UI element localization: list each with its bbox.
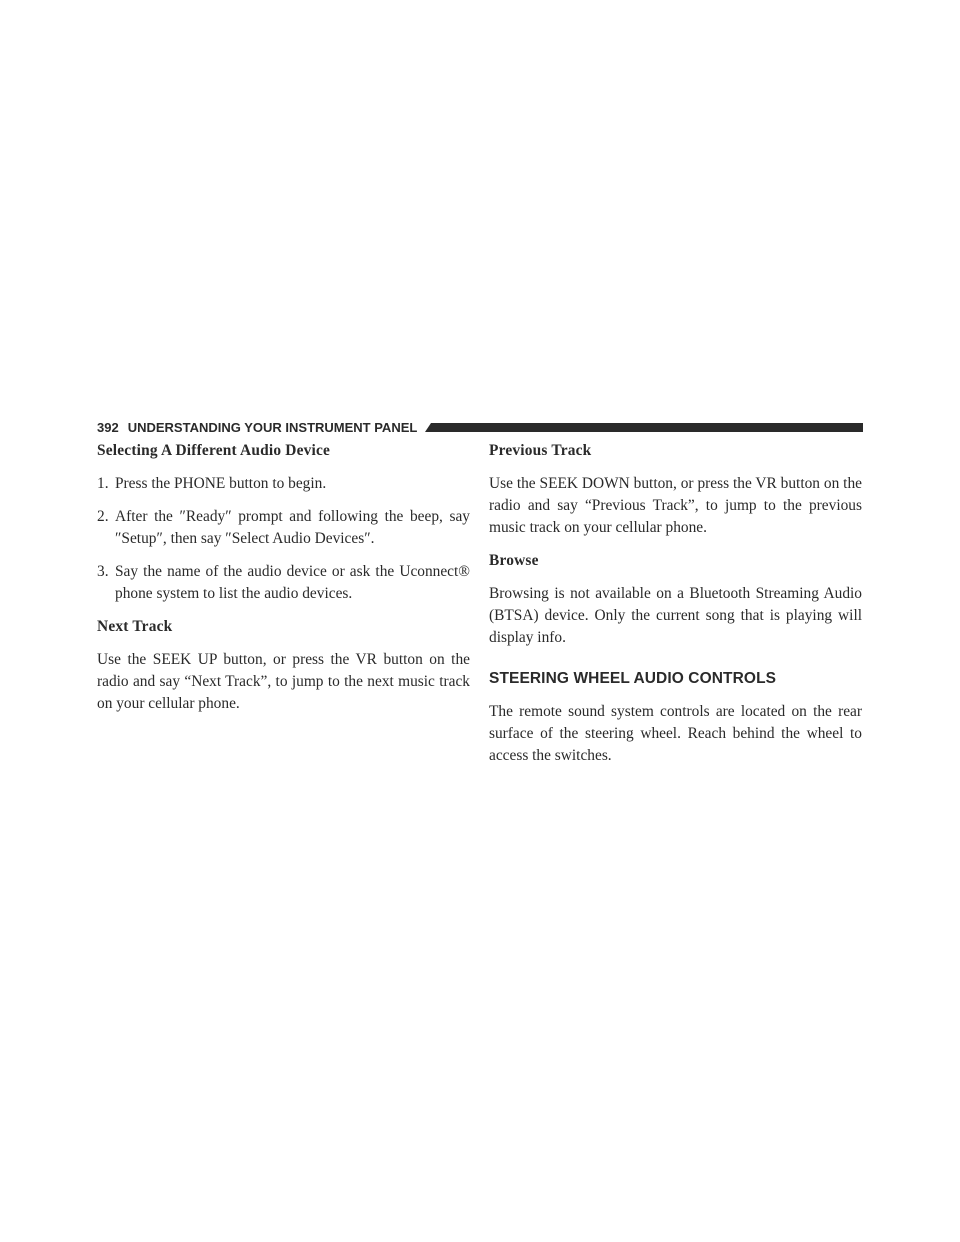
list-item [97, 561, 470, 605]
page-header [97, 417, 863, 437]
right-column [489, 440, 862, 778]
header-rule [425, 423, 863, 432]
step-number: 3. [97, 563, 109, 580]
step-text: Press the PHONE button to begin. [115, 475, 327, 492]
step-number: 1. [97, 475, 109, 492]
list-item [97, 506, 470, 550]
heading-steering-wheel-audio-controls: STEERING WHEEL AUDIO CONTROLS [489, 670, 777, 687]
step-number: 2. [97, 508, 109, 525]
paragraph-browse: Browsing is not available on a Bluetooth Streaming Audio (BTSA) device. Only the current song that is playing will display info. [489, 585, 862, 646]
list-item [97, 473, 470, 495]
section-title: UNDERSTANDING YOUR INSTRUMENT PANEL [127, 419, 418, 435]
paragraph-steering-wheel: The remote sound system controls are located on the rear surface of the steering wheel. Reach behind the wheel to access the switches. [489, 703, 862, 764]
step-text: After the ″Ready″ prompt and following the beep, say ″Setup″, then say ″Select Audio Devices″. [115, 508, 470, 547]
step-text: Say the name of the audio device or ask the Uconnect® phone system to list the audio devices. [115, 563, 470, 602]
heading-next-track: Next Track [97, 618, 173, 635]
heading-browse: Browse [489, 552, 539, 569]
page-number: 392 [97, 419, 119, 435]
left-column [97, 440, 470, 726]
paragraph-next-track: Use the SEEK UP button, or press the VR button on the radio and say “Next Track”, to jump to the next music track on your cellular phone. [97, 651, 470, 712]
heading-selecting-audio-device: Selecting A Different Audio Device [97, 442, 331, 459]
paragraph-previous-track: Use the SEEK DOWN button, or press the VR button on the radio and say “Previous Track”, to jump to the previous music track on your cellular phone. [489, 475, 862, 536]
heading-previous-track: Previous Track [489, 442, 592, 459]
steps-list [97, 473, 470, 605]
